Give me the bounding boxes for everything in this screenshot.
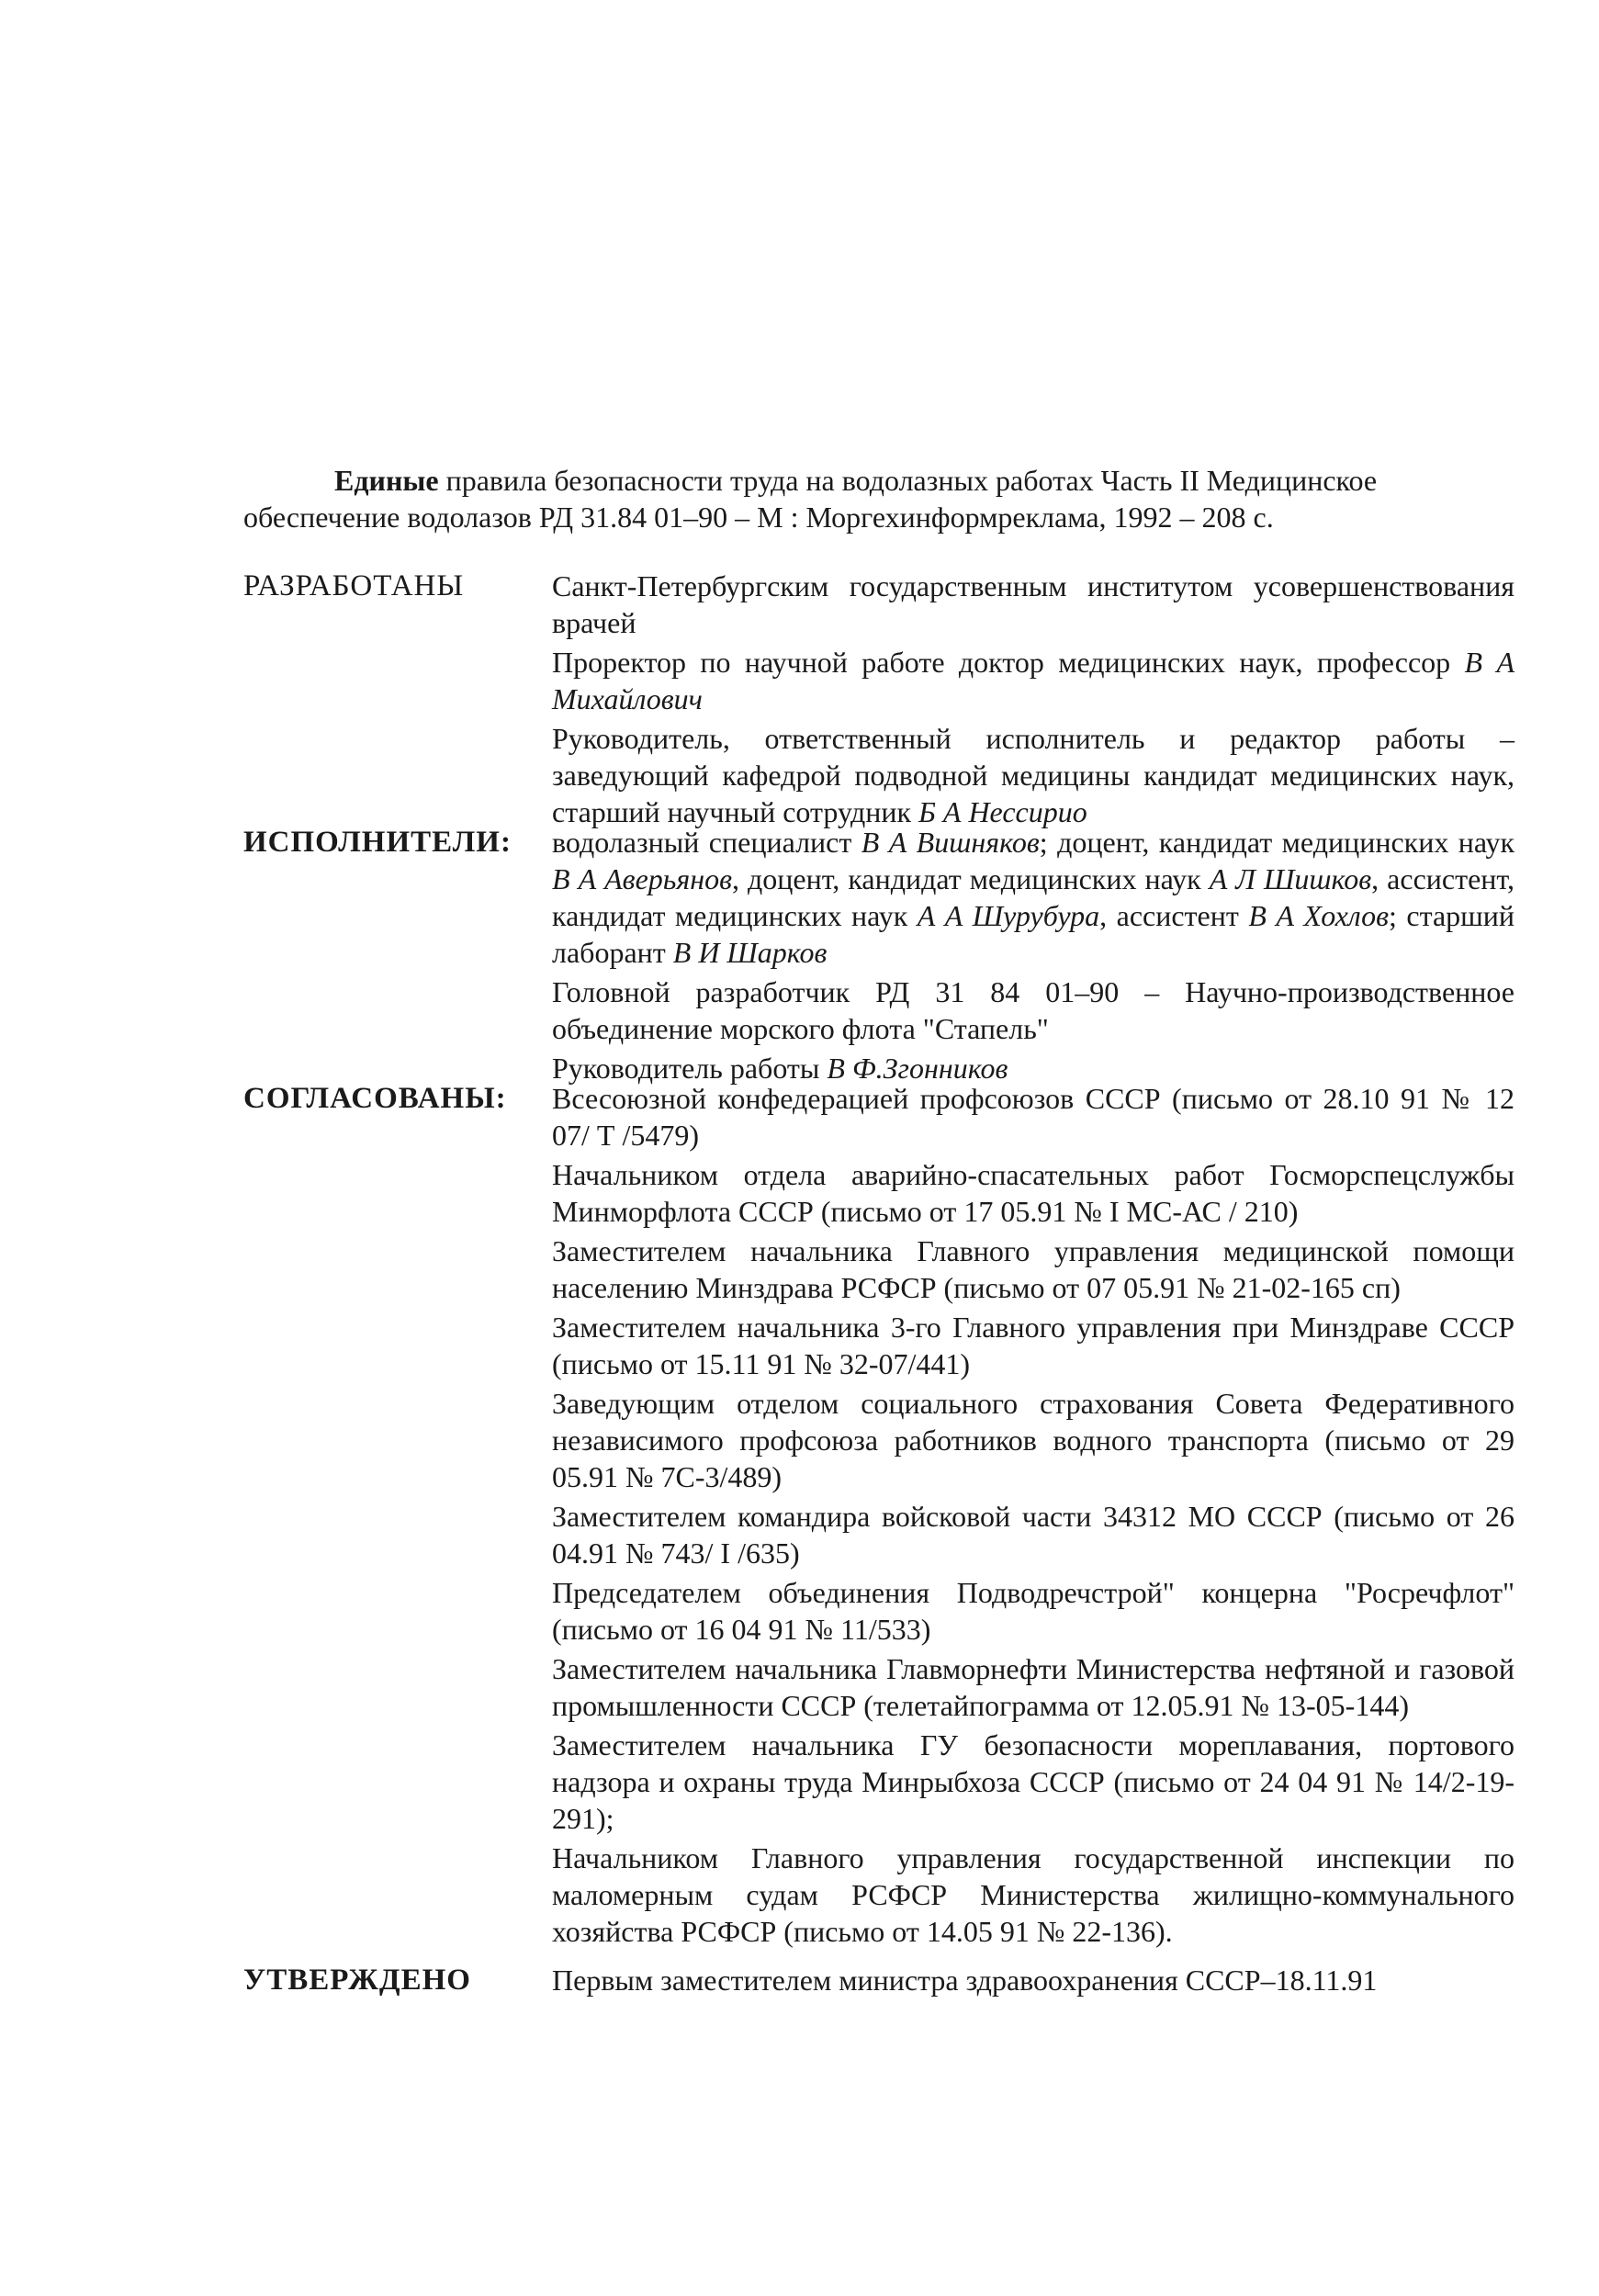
entry-text: Руководитель, ответственный исполнитель и редактор работы – заведующий кафедрой подводной медицины кандидат медицинских наук, старший научный сотрудник xyxy=(552,722,1515,828)
section-label-executors: ИСПОЛНИТЕЛИ: xyxy=(243,826,512,859)
list-item: Заместителем командира войсковой части 34312 МО СССР (письмо от 26 04.91 № 743/ I /635) xyxy=(552,1500,1515,1570)
person-name: В А Михайлович xyxy=(552,646,1515,715)
person-name: В И Шарков xyxy=(672,936,828,969)
entry-text: , ассистент xyxy=(1099,899,1249,932)
person-name: В А Вишняков xyxy=(861,826,1040,859)
list-item: Заместителем начальника Главморнефти Министерства нефтяной и газовой промышленности СССР (телетайпограмма от 12.05.91 № 13-05-144) xyxy=(552,1652,1515,1722)
citation-line-1 xyxy=(243,462,1511,499)
person-name: А Л Шишков xyxy=(1209,862,1372,895)
list-item: Заместителем начальника 3-го Главного управления при Минздраве СССР (письмо от 15.11 91 № 32-07/441) xyxy=(552,1311,1515,1380)
person-name: В А Хохлов xyxy=(1248,899,1390,932)
list-item: Начальником отдела аварийно-спасательных работ Госморспецслужбы Минморфлота СССР (письмо от 17 05.91 № I МС-АС / 210) xyxy=(552,1158,1515,1228)
person-name: А А Шурубура xyxy=(917,899,1100,932)
citation-lead: Единые xyxy=(334,464,439,497)
section-entries xyxy=(552,1962,1515,2001)
entry-vice-rector xyxy=(552,644,1515,717)
citation-line-2: обеспечение водолазов РД 31.84 01–90 – М : Моргехинформреклама, 1992 – 208 с. xyxy=(243,501,1274,534)
list-item: Заместителем начальника ГУ безопасности мореплавания, портового надзора и охраны труда Минрыбхоза СССР (письмо от 24 04 91 № 14/2-19-291); xyxy=(552,1728,1515,1835)
section-label-agreed: СОГЛАСОВАНЫ: xyxy=(243,1082,507,1115)
section-entries xyxy=(552,568,1515,833)
section-entries xyxy=(552,1080,1515,1953)
person-name: В А Аверьянов xyxy=(552,862,732,895)
person-name: В Ф.Згонников xyxy=(827,1052,1008,1085)
list-item: Начальником Главного управления государственной инспекции по маломерным судам РСФСР Министерства жилищно-коммунального хозяйства РСФСР (письмо от 14.05 91 № 22-136). xyxy=(552,1841,1515,1948)
entry-institute: Санкт-Петербургским государственным институтом усовершенствования врачей xyxy=(552,569,1515,639)
list-item: Председателем объединения Подводречстрой" концерна "Росречфлот" (письмо от 16 04 91 № 11/533) xyxy=(552,1576,1515,1646)
entry-lead-developer: Головной разработчик РД 31 84 01–90 – Научно-производственное объединение морского флота "Стапель" xyxy=(552,975,1515,1045)
entry-text: , ассистент, кандидат медицинских наук xyxy=(552,862,1515,932)
entry-text: водолазный специалист xyxy=(552,826,861,859)
entry-text: ; доцент, кандидат медицинских наук xyxy=(1039,826,1515,859)
list-item: Заведующим отделом социального страхования Совета Федеративного независимого профсоюза работников водного транспорта (письмо от 29 05.91 № 7С-3/489) xyxy=(552,1387,1515,1493)
entry-executors-list xyxy=(552,824,1515,971)
citation-rest-1: правила безопасности труда на водолазных работах Часть II Медицинское xyxy=(438,464,1378,497)
section-label-developed: РАЗРАБОТАНЫ xyxy=(243,569,465,602)
entry-text: , доцент, кандидат медицинских наук xyxy=(731,862,1210,895)
entry-text: Руководитель работы xyxy=(552,1052,828,1085)
bibliographic-citation xyxy=(243,462,1511,535)
entry-text: ; старший лаборант xyxy=(552,899,1515,969)
list-item: Всесоюзной конфедерацией профсоюзов СССР (письмо от 28.10 91 № 12 07/ Т /5479) xyxy=(552,1082,1515,1152)
entry-text: Проректор по научной работе доктор медицинских наук, профессор xyxy=(552,646,1465,679)
entry-head xyxy=(552,720,1515,830)
section-label-approved: УТВЕРЖДЕНО xyxy=(243,1964,471,1997)
entry-approval: Первым заместителем министра здравоохранения СССР–18.11.91 xyxy=(552,1964,1378,1997)
person-name: Б А Нессирио xyxy=(918,795,1087,828)
list-item: Заместителем начальника Главного управления медицинской помощи населению Минздрава РСФСР (письмо от 07 05.91 № 21-02-165 сп) xyxy=(552,1234,1515,1304)
section-entries xyxy=(552,824,1515,1089)
